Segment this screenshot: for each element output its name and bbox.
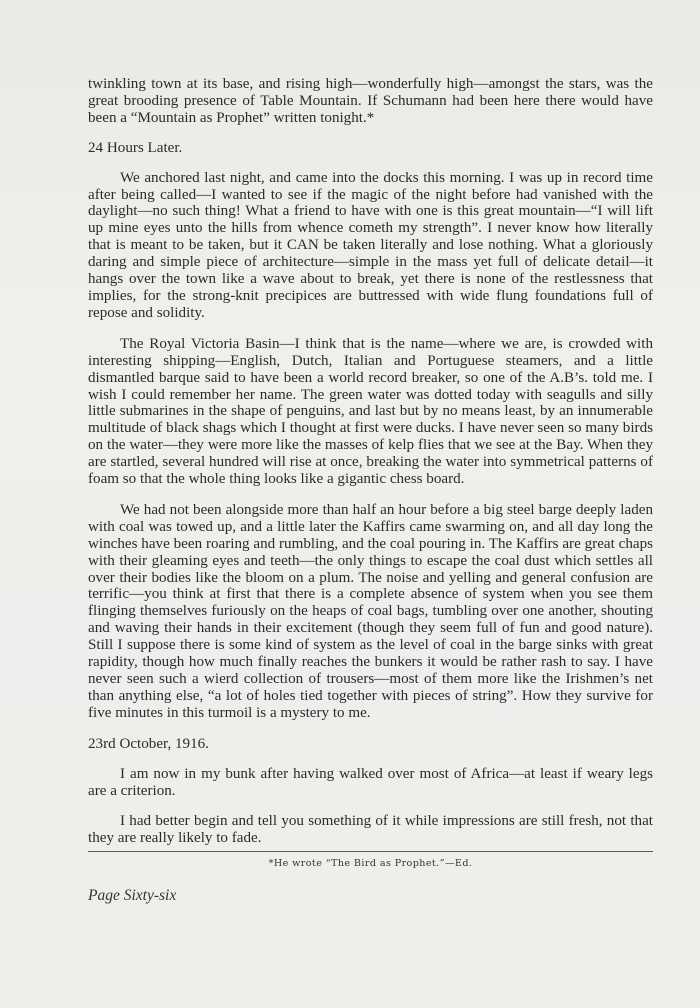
body-text (88, 76, 653, 847)
section-heading-date: 23rd October, 1916. (88, 735, 209, 752)
paragraph-victoria-basin: The Royal Victoria Basin—I think that is the name—where we are, is crowded with interesting shipping—English, Dutch, Italian and Portuguese steamers, and a little dismantled barque said to have been a world record breaker, so one of the A.B’s. told me. I wish I could remember her name. The green water was dotted today with seagulls and silly little submarines in the shape of penguins, and last but by no means least, by an innumerable multitude of black shags which I thought at first were ducks. I have never seen so many birds on the water—they were more like the masses of kelp flies that we see at the Bay. When they are startled, several hundred will rise at once, breaking the water into symmetrical patterns of foam so that the whole thing looks like a gigantic chess board. (88, 335, 653, 488)
paragraph-continued: twinkling town at its base, and rising high—wonderfully high—amongst the stars, was the great brooding presence of Table Mountain. If Schumann had been here there would have been a “Mountain as Prophet” written tonight.* (88, 76, 653, 126)
paragraph-impressions: I had better begin and tell you something of it while impressions are still fresh, not that they are really likely to fade. (88, 813, 653, 847)
paragraph-coal-barge: We had not been alongside more than half an hour before a big steel barge deeply laden with coal was towed up, and a little later the Kaffirs came swarming on, and all day long the winches have been roaring and rumbling, and the coal pouring in. The Kaffirs are great chaps with their gleaming eyes and teeth—the only things to escape the coal dust which settles all over their bodies like the bloom on a plum. The noise and yelling and general confusion are terrific—you think at first that there is a complete absence of system when you see them flinging themselves furiously on the heaps of coal bags, tumbling over one another, shouting and waving their hands in their excitement (though they seem full of fun and good nature). Still I suppose there is some kind of system as the level of coal in the barge sinks with great rapidity, though how much finally reaches the bunkers it would be rather rash to say. I have never seen such a wierd collection of trousers—most of them more like the Irishmen’s net than anything else, “a lot of holes tied together with pieces of string”. How they survive for five minutes in this turmoil is a mystery to me. (88, 501, 653, 721)
footnote: *He wrote “The Bird as Prophet.”—Ed. (268, 858, 473, 869)
paragraph-bunk: I am now in my bunk after having walked over most of Africa—at least if weary legs are a criterion. (88, 765, 653, 799)
paragraph-anchored: We anchored last night, and came into the docks this morning. I was up in record time after being called—I wanted to see if the magic of the night before had vanished with the daylight—no such thing! What a friend to have with one is this great mountain—“I will lift up mine eyes unto the hills from whence cometh my strength”. I never know how literally that is meant to be taken, but it CAN be taken literally and lose nothing. What a gloriously daring and simple piece of architecture—simple in the mass yet full of delicate detail—it hangs over the town like a wave about to break, yet there is none of the restlessness that implies, for the strong-knit precipices are buttressed with wide flung foundations full of repose and solidity. (88, 169, 653, 321)
section-heading-24-hours: 24 Hours Later. (88, 139, 183, 156)
footnote-divider (88, 851, 653, 852)
page-number: Page Sixty-six (88, 887, 177, 904)
